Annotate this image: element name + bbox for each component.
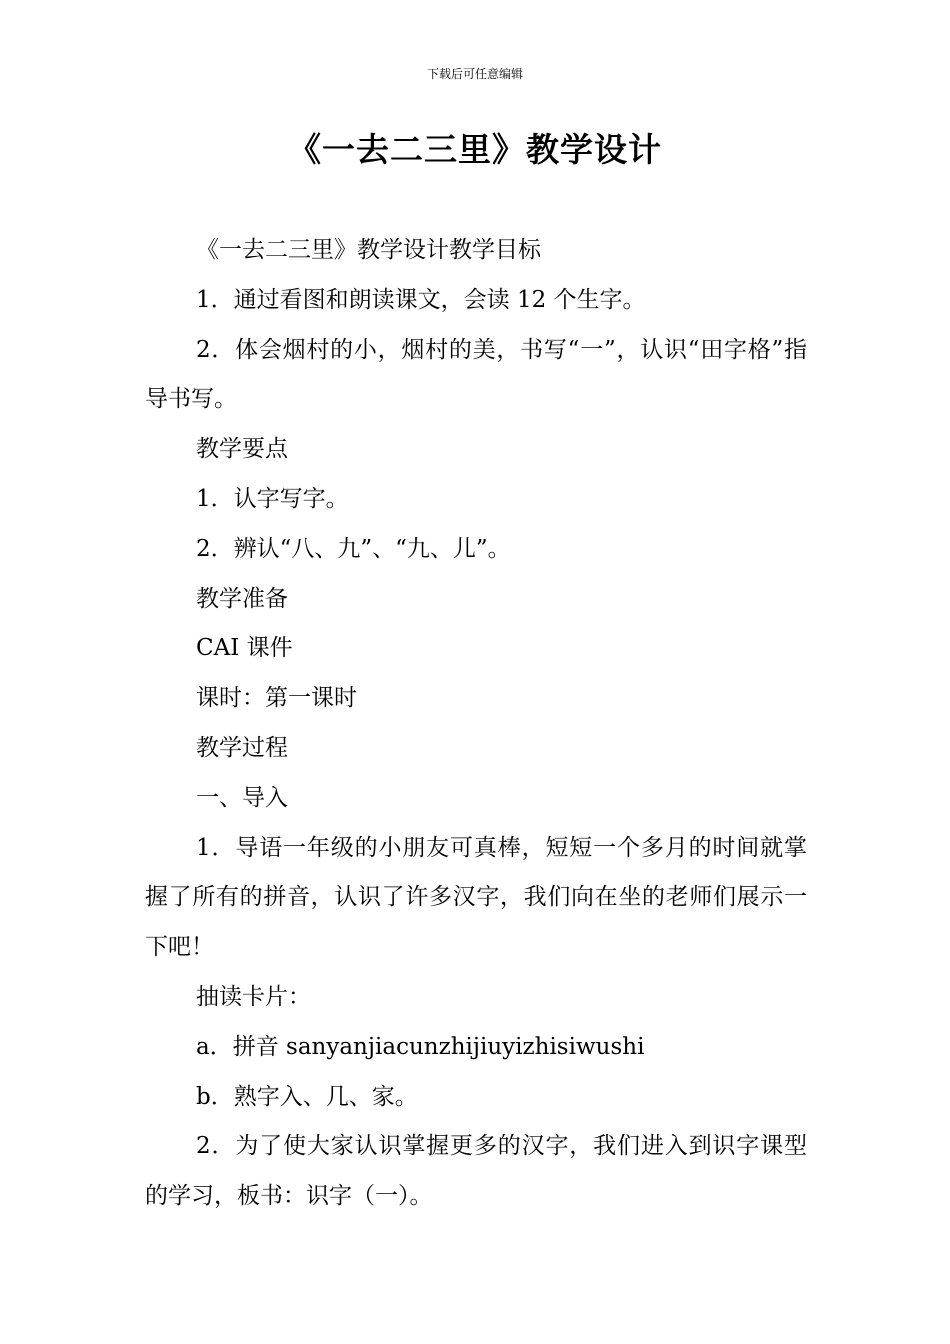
paragraph-objective-2: 2．体会烟村的小，烟村的美，书写“一”，认识“田字格”指导书写。 <box>145 336 807 413</box>
document-body <box>145 226 807 1222</box>
page-header-note: 下载后可任意编辑 <box>426 67 523 81</box>
paragraph-preparation-item: CAI 课件 <box>196 635 293 662</box>
paragraph-section-heading-objectives: 《一去二三里》教学设计教学目标 <box>196 237 541 263</box>
paragraph-section-heading-process: 教学过程 <box>196 734 288 761</box>
paragraph-key-point-2: 2．辨认“八、九”、“九、儿”。 <box>196 535 511 562</box>
paragraph-card-reading-b: b．熟字入、几、家。 <box>196 1083 418 1110</box>
paragraph-key-point-1: 1．认字写字。 <box>196 485 349 512</box>
paragraph-introduction-1: 1．导语一年级的小朋友可真棒，短短一个多月的时间就掌握了所有的拼音，认识了许多汉字，我们向在坐的老师们展示一下吧！ <box>145 834 807 961</box>
paragraph-class-period: 课时：第一课时 <box>196 685 357 712</box>
paragraph-section-heading-key-points: 教学要点 <box>196 436 288 463</box>
paragraph-card-reading-a: a．拼音 sanyanjiacunzhijiuyizhisiwushi <box>196 1033 645 1060</box>
document-title: 《一去二三里》教学设计 <box>288 130 662 169</box>
paragraph-objective-1: 1．通过看图和朗读课文，会读 12 个生字。 <box>196 286 646 313</box>
paragraph-section-heading-preparation: 教学准备 <box>196 585 288 612</box>
paragraph-introduction-2: 2．为了使大家认识掌握更多的汉字，我们进入到识字课型的学习，板书：识字（一）。 <box>145 1133 807 1210</box>
paragraph-step-introduction: 一、导入 <box>196 784 288 811</box>
paragraph-card-reading: 抽读卡片： <box>196 983 311 1010</box>
